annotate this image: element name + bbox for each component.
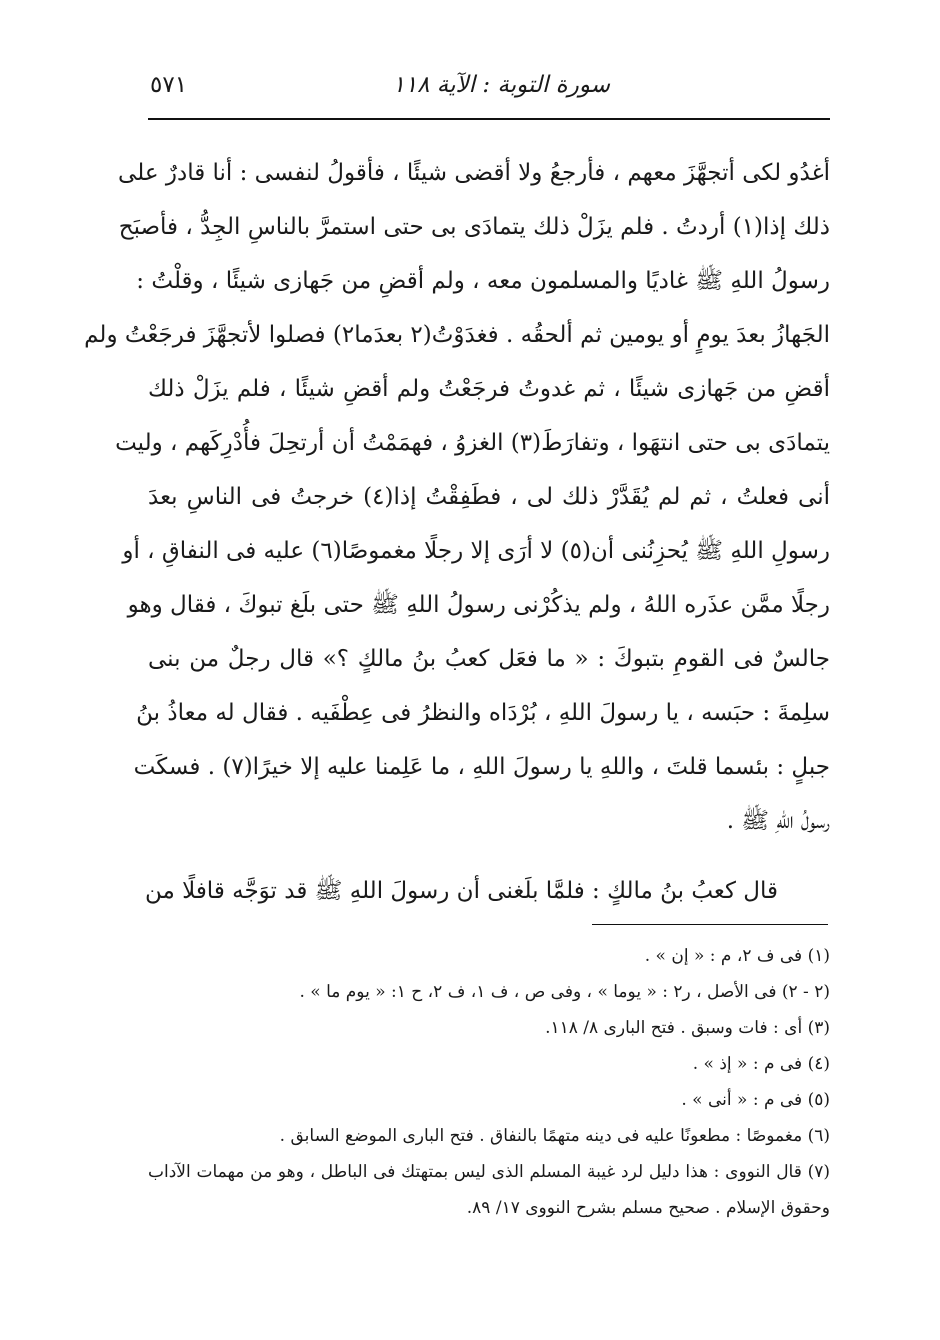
text-line: سلِمةَ : حبَسه ، يا رسولَ اللهِ ، بُرْدَاه والنظرُ فى عِطْفَيه . فقال له معاذُ بنُ bbox=[136, 700, 830, 726]
text-line: رسولُ اللهِ ﷺ . bbox=[726, 808, 830, 834]
text-line: جالسٌ فى القومِ بتبوكَ : « ما فعَل كعبُ بنُ مالكٍ ؟» قال رجلٌ من بنى bbox=[148, 646, 830, 672]
footnote: (٢ - ٢) فى الأصل ، ر٢ : « يوما » ، وفى ص ، ف ١، ف ٢، ح ١: « يوم ما » . bbox=[299, 982, 830, 1002]
page-number: ٥٧١ bbox=[150, 72, 188, 98]
text-line: ذلك إذا(١) أردتُ . فلم يزَلْ ذلك يتمادَى بى حتى استمرَّ بالناسِ الجِدُّ ، فأصبَح bbox=[118, 214, 830, 240]
header-rule bbox=[148, 118, 830, 120]
page-header bbox=[150, 72, 830, 116]
text-line: أنى فعلتُ ، ثم لم يُقَدَّرْ ذلك لى ، فطَفِقْتُ إذا(٤) خرجتُ فى الناسِ بعدَ bbox=[148, 484, 830, 510]
footnotes bbox=[148, 938, 830, 1226]
footnote: (١) فى ف ٢، م : « إن » . bbox=[644, 946, 830, 966]
footnote: (٧) قال النووى : هذا دليل لرد غيبة المسلم الذى ليس بمتهتك فى الباطل ، وهو من مهمات الآداب bbox=[148, 1162, 830, 1182]
text-line: أقضِ من جَهازى شيئًا ، ثم غدوتُ فرجَعْتُ ولم أقضِ شيئًا ، فلم يزَلْ ذلك bbox=[148, 376, 830, 402]
running-title: سورة التوبة : الآية ١١٨ bbox=[392, 72, 610, 98]
text-line: رجلًا ممَّن عذَره اللهُ ، ولم يذكُرْنى رسولُ اللهِ ﷺ حتى بلَغ تبوكَ ، فقال وهو bbox=[127, 592, 830, 618]
footnote: وحقوق الإسلام . صحيح مسلم بشرح النووى ١٧/ ٨٩. bbox=[466, 1198, 830, 1218]
text-line: رسولُ اللهِ ﷺ غاديًا والمسلمون معه ، ولم أقضِ من جَهازى شيئًا ، وقلْتُ : bbox=[136, 268, 830, 294]
footnote: (٣) أى : فات وسبق . فتح البارى ٨/ ١١٨. bbox=[545, 1018, 830, 1038]
footnote-rule bbox=[592, 924, 828, 925]
text-line: قال كعبُ بنُ مالكٍ : فلمَّا بلَغنى أن رسولَ اللهِ ﷺ قد توَجَّه قافلًا من bbox=[144, 878, 778, 904]
main-text bbox=[84, 146, 830, 918]
footnote: (٤) فى م : « إذ » . bbox=[692, 1054, 830, 1074]
footnote: (٦) مغموصًا : مطعونًا عليه فى دينه متهمًا بالنفاق . فتح البارى الموضع السابق . bbox=[279, 1126, 830, 1146]
text-line: أغدُو لكى أتجهَّزَ معهم ، فأرجعُ ولا أقضى شيئًا ، فأقولُ لنفسى : أنا قادرٌ على bbox=[118, 160, 830, 186]
text-line: الجَهازُ بعدَ يومٍ أو يومين ثم ألحقُه . فغدَوْتُ(٢ بعدَما٢) فصلوا لأتجهَّزَ فرجَعْتُ ولم bbox=[84, 322, 830, 348]
text-line: يتمادَى بى حتى انتهَوا ، وتفارَطَ(٣) الغزوُ ، فهمَمْتُ أن أرتحِلَ فأُدْرِكَهم ، وليت bbox=[115, 430, 830, 456]
text-line: جبلٍ : بئسما قلتَ ، واللهِ يا رسولَ اللهِ ، ما عَلِمنا عليه إلا خيرًا(٧) . فسكَت bbox=[133, 754, 830, 780]
paragraph-gap bbox=[148, 848, 830, 864]
text-line: رسولِ اللهِ ﷺ يُحزِنُنى أن(٥) لا أرَى إلا رجلًا مغموصًا(٦) عليه فى النفاقِ ، أو bbox=[122, 538, 830, 564]
footnote: (٥) فى م : « أنى » . bbox=[681, 1090, 830, 1110]
